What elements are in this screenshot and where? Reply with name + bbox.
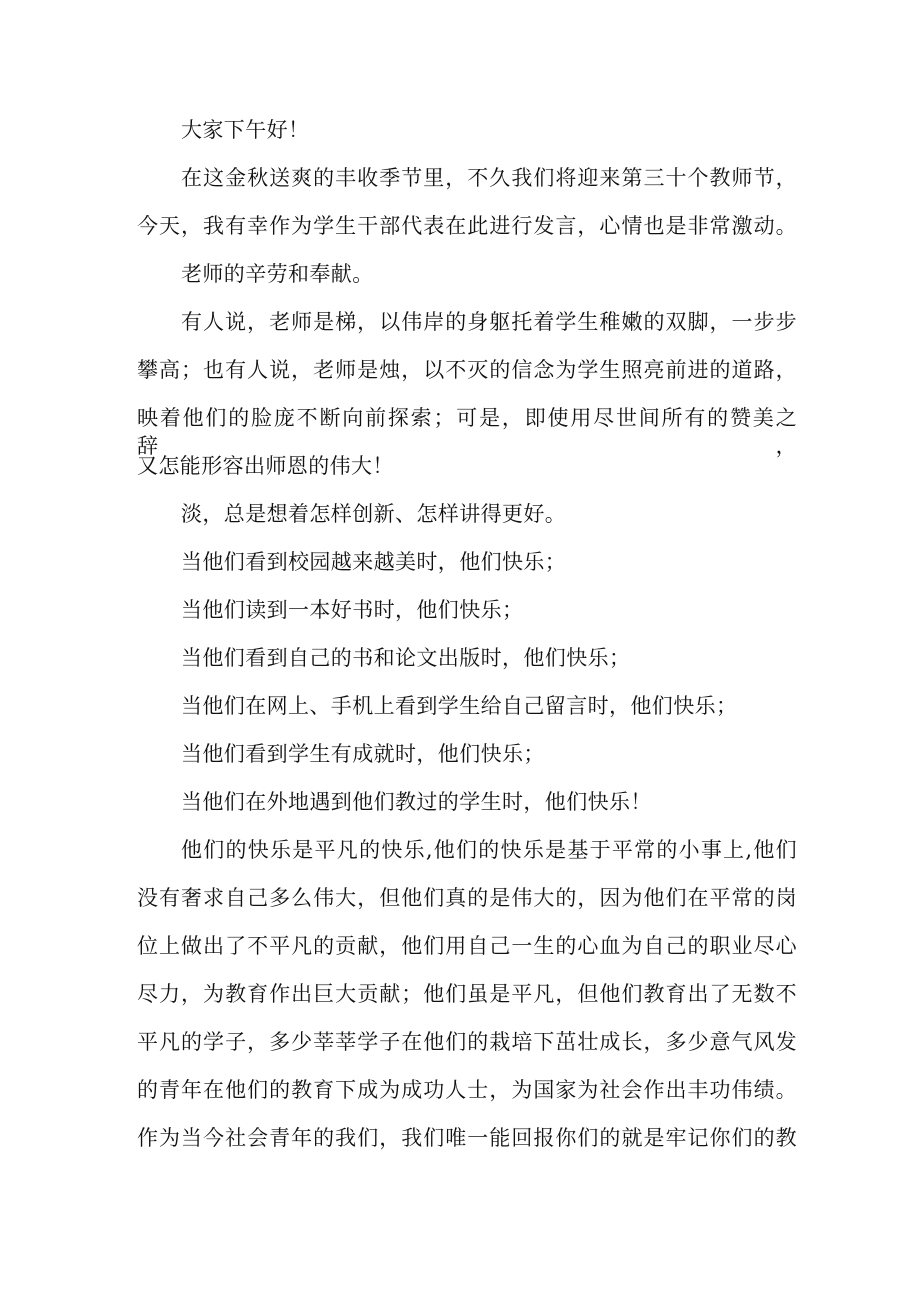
joy-line-1: 当他们看到校园越来越美时，他们快乐； [181,550,567,574]
paragraph-1-line-1: 在这金秋送爽的丰收季节里，不久我们将迎来第三十个教师节， [181,166,797,190]
paragraph-5-line-5: 平凡的学子，多少莘莘学子在他们的栽培下茁壮成长，多少意气风发 [137,1030,797,1054]
paragraph-3-line-4: 又怎能形容出师恩的伟大！ [137,454,394,478]
paragraph-5-line-3: 位上做出了不平凡的贡献，他们用自己一生的心血为自己的职业尽心 [137,934,797,958]
paragraph-5-line-2: 没有奢求自己多么伟大，但他们真的是伟大的，因为他们在平常的岗 [137,886,797,910]
paragraph-5-line-6: 的青年在他们的教育下成为成功人士，为国家为社会作出丰功伟绩。 [137,1078,797,1102]
paragraph-4-line-1: 淡，总是想着怎样创新、怎样讲得更好。 [181,502,567,526]
paragraph-5-line-4: 尽力，为教育作出巨大贡献；他们虽是平凡，但他们教育出了无数不 [137,982,797,1006]
paragraph-5-line-1: 他们的快乐是平凡的快乐,他们的快乐是基于平常的小事上,他们 [181,838,797,862]
joy-line-4: 当他们在网上、手机上看到学生给自己留言时，他们快乐； [181,694,738,718]
joy-line-3: 当他们看到自己的书和论文出版时，他们快乐； [181,646,631,670]
joy-line-5: 当他们看到学生有成就时，他们快乐； [181,742,545,766]
paragraph-3-line-2: 攀高；也有人说，老师是烛，以不灭的信念为学生照亮前进的道路， [137,358,797,382]
joy-line-2: 当他们读到一本好书时，他们快乐； [181,598,524,622]
paragraph-3-line-3: 映着他们的脸庞不断向前探索；可是，即使用尽世间所有的赞美之辞， [137,406,797,458]
paragraph-1-line-2: 今天，我有幸作为学生干部代表在此进行发言，心情也是非常激动。 [137,214,797,238]
paragraph-2-line-1: 老师的辛劳和奉献。 [181,262,374,286]
paragraph-5-line-7: 作为当今社会青年的我们，我们唯一能回报你们的就是牢记你们的教 [137,1126,797,1150]
greeting-line: 大家下午好！ [181,118,310,142]
joy-line-6: 当他们在外地遇到他们教过的学生时，他们快乐！ [181,790,652,814]
paragraph-3-line-1: 有人说，老师是梯，以伟岸的身躯托着学生稚嫩的双脚，一步步 [181,310,797,334]
